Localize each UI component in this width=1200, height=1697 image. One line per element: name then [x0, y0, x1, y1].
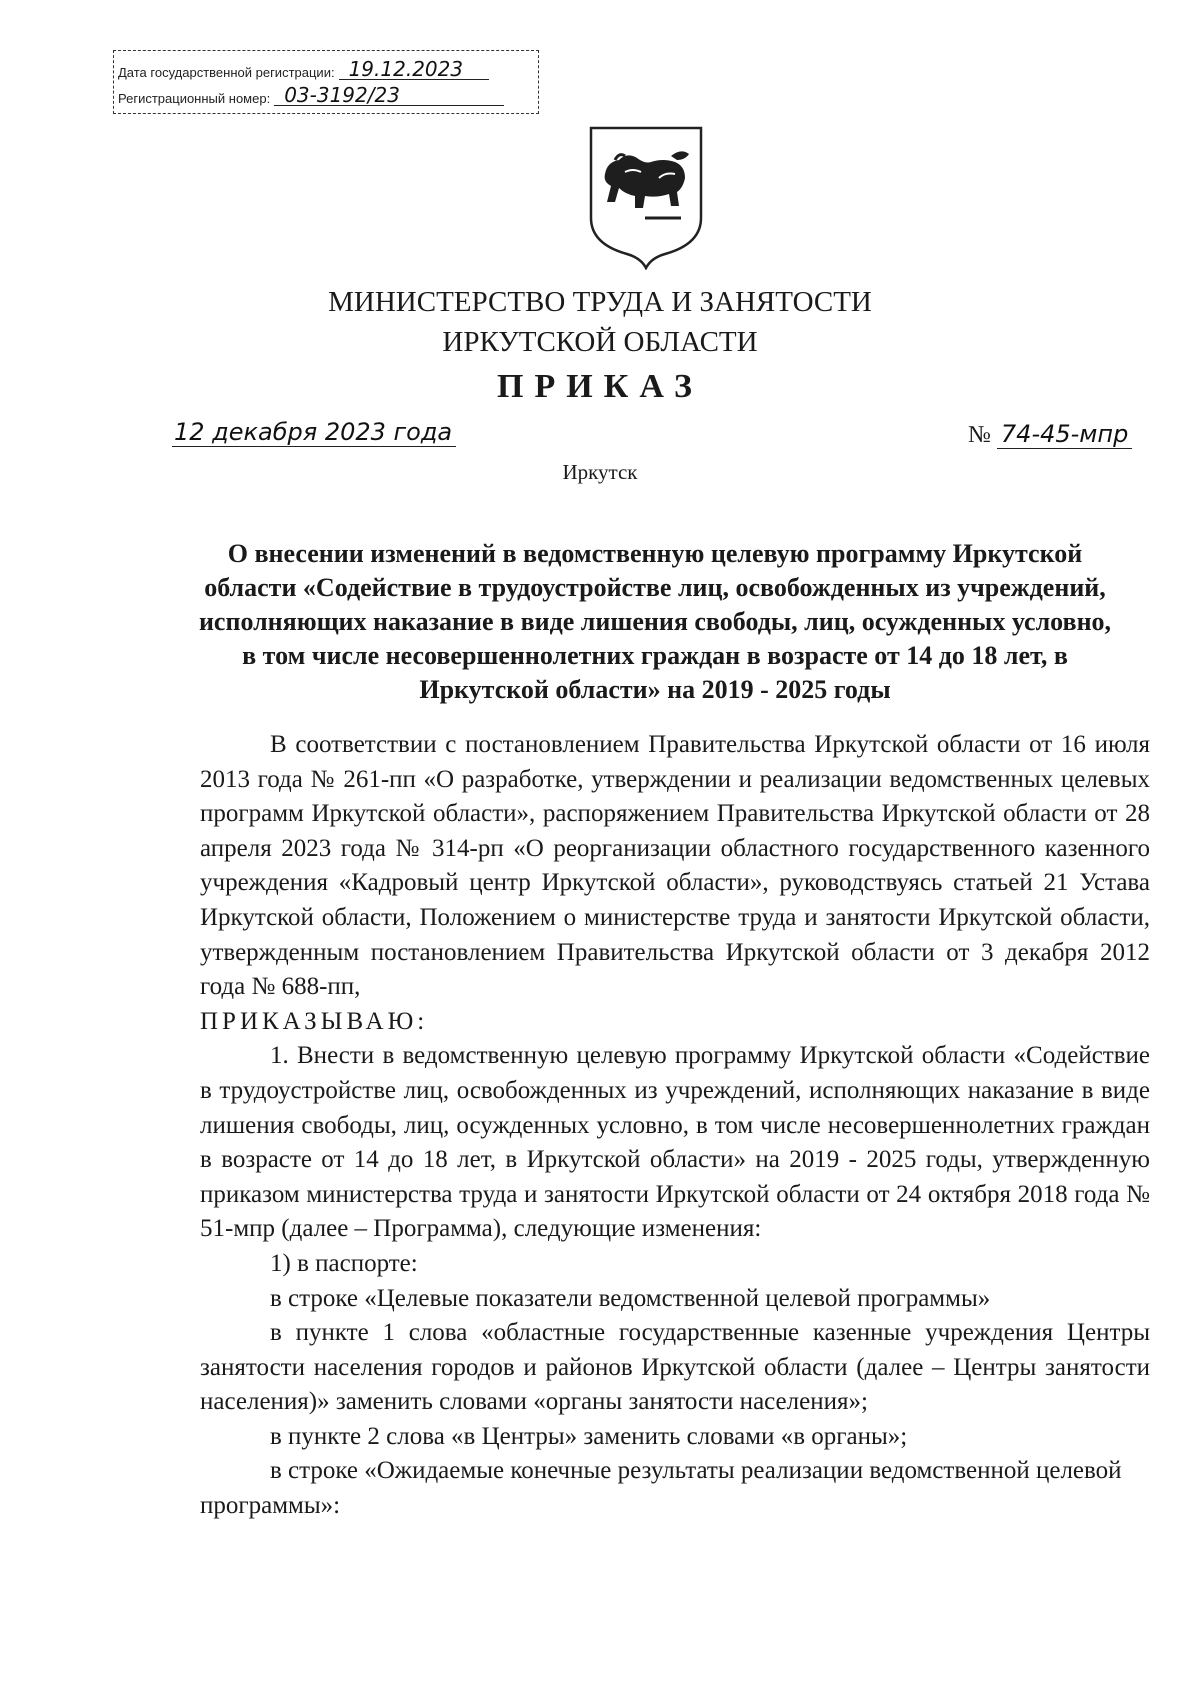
registration-number-label: Регистрационный номер:	[118, 91, 271, 106]
registration-number-value: 03-3192/23	[274, 85, 504, 106]
registration-date-label: Дата государственной регистрации:	[118, 65, 335, 80]
order-number-label: №	[968, 422, 991, 448]
registration-stamp	[113, 50, 539, 114]
ministry-name-line2: ИРКУТСКОЙ ОБЛАСТИ	[442, 326, 758, 358]
coat-of-arms-icon	[585, 122, 707, 270]
item-1-paragraph: 1. Внести в ведомственную целевую программу Иркутской области «Содействие в трудоустройстве лиц, освобожденных из учреждений, исполняющих наказание в виде лишения свободы, лиц, осужденных условно, в том числе несовершеннолетних граждан в возрасте от 14 до 18 лет, в Иркутской области» на 2019 - 2025 годы, утвержденную приказом министерства труда и занятости Иркутской области от 24 октября 2018 года № 51-мпр (далее – Программа), следующие изменения:	[200, 1042, 1150, 1243]
registration-date-value: 19.12.2023	[339, 59, 489, 80]
passport-row-targets: в строке «Целевые показатели ведомственной целевой программы»	[270, 1284, 991, 1312]
order-number	[968, 420, 1132, 449]
document-title: О внесении изменений в ведомственную целевую программу Иркутской области «Содействие в трудоустройстве лиц, освобожденных из учреждений, исполняющих наказание в виде лишения свободы, лиц, осужденных условно, в том числе несовершеннолетних граждан в возрасте от 14 до 18 лет, в Иркутской области» на 2019 - 2025 годы	[198, 539, 1112, 704]
passport-point-1: в пункте 1 слова «областные государственные казенные учреждения Центры занятости населения городов и районов Иркутской области (далее – Центры занятости населения)» заменить словами «органы занятости населения»;	[200, 1319, 1150, 1416]
subitem-1-paragraph: 1) в паспорте:	[270, 1249, 418, 1277]
passport-row-results: в строке «Ожидаемые конечные результаты реализации ведомственной целевой программы»:	[200, 1457, 1122, 1520]
order-title: ПРИКАЗ	[497, 368, 703, 405]
document-body	[200, 728, 1150, 1524]
registration-date-row	[118, 59, 489, 80]
city-name: Иркутск	[562, 460, 638, 484]
preamble-paragraph: В соответствии с постановлением Правительства Иркутской области от 16 июля 2013 года № 261-пп «О разработке, утверждении и реализации ведомственных целевых программ Иркутской области», распоряжением Правительства Иркутской области от 28 апреля 2023 года № 314-рп «О реорганизации областного государственного казенного учреждения «Кадровый центр Иркутской области», руководствуясь статьей 21 Устава Иркутской области, Положением о министерстве труда и занятости Иркутской области, утвержденным постановлением Правительства Иркутской области от 3 декабря 2012 года № 688-пп,	[200, 731, 1150, 1001]
order-date: 12 декабря 2023 года	[172, 418, 456, 447]
order-number-value: 74-45-мпр	[997, 420, 1132, 449]
passport-point-2: в пункте 2 слова «в Центры» заменить словами «в органы»;	[270, 1422, 908, 1450]
ministry-name-line1: МИНИСТЕРСТВО ТРУДА И ЗАНЯТОСТИ	[328, 286, 872, 318]
registration-number-row	[118, 85, 504, 106]
order-word: ПРИКАЗЫВАЮ:	[200, 1007, 429, 1035]
